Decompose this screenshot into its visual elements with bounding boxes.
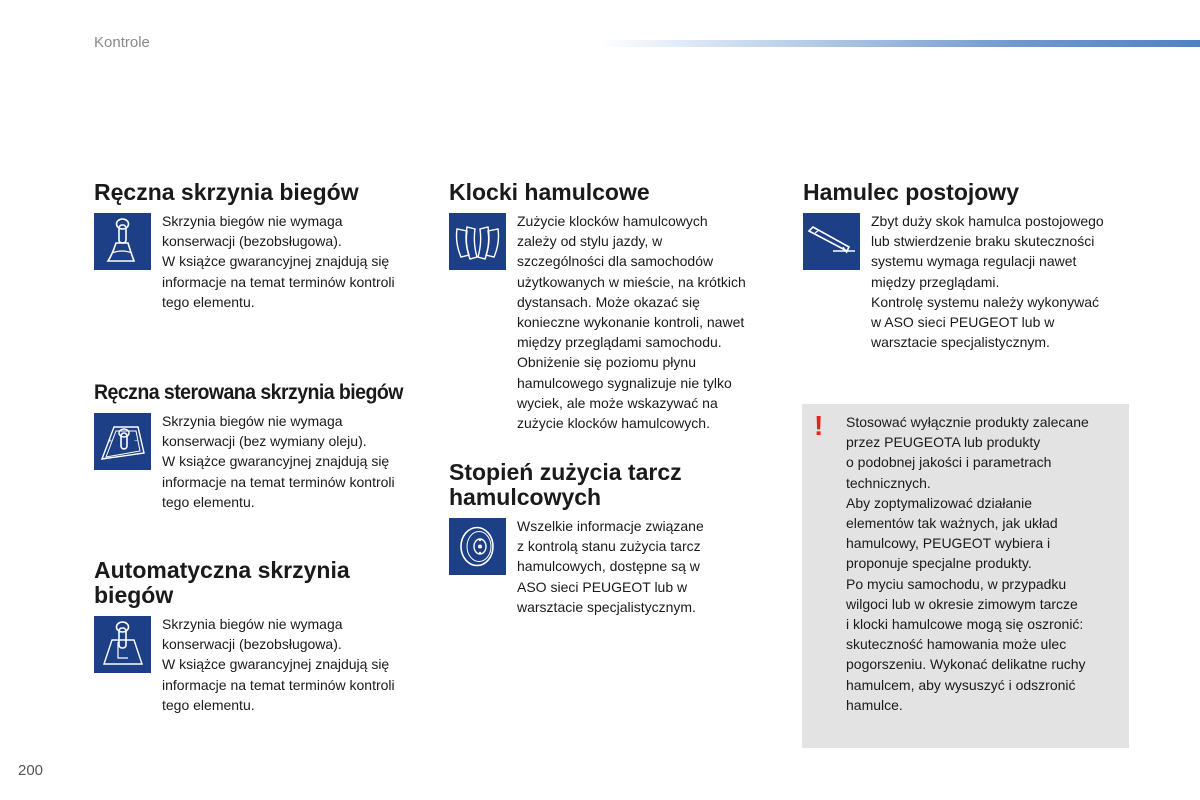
manual-gearbox-icon [94, 213, 151, 270]
title-line: Automatyczna skrzynia [94, 557, 350, 583]
body-line: konserwacji (bezobsługowa). [162, 233, 342, 250]
body-line: informacje na temat terminów kontroli [162, 473, 395, 490]
body-line: Wszelkie informacje związane [517, 518, 704, 534]
section-title [94, 558, 434, 608]
svg-text:−: − [134, 438, 139, 445]
body-line: warsztacie specjalistycznym. [517, 598, 696, 615]
title-line: Stopień zużycia tarcz [449, 459, 682, 485]
body-line: W książce gwarancyjnej znajdują się [162, 253, 390, 270]
section-brake-pads [449, 180, 789, 433]
body-line: konieczne wykonanie kontroli, nawet [517, 314, 745, 331]
body-line: konserwacji (bezobsługowa). [162, 636, 342, 653]
body-line: informacje na temat terminów kontroli [162, 676, 395, 693]
body-line: Zużycie klocków hamulcowych [517, 213, 708, 229]
section-body [871, 211, 1143, 352]
section-title [449, 460, 789, 510]
body-line: lub stwierdzenie braku skuteczności [871, 233, 1095, 250]
warning-box [802, 404, 1129, 748]
title-line: biegów [94, 582, 174, 608]
body-line: między przeglądami samochodu. [517, 334, 722, 351]
warning-line: i klocki hamulcowe mogą się oszronić: [846, 616, 1084, 633]
header-accent-bar [600, 40, 1200, 47]
section-manual-gearbox [94, 180, 434, 312]
exclamation-icon: ! [814, 410, 824, 441]
body-line: Kontrolę systemu należy wykonywać [871, 293, 1099, 310]
warning-line: skuteczność hamowania może ulec [846, 636, 1067, 653]
body-line: informacje na temat terminów kontroli [162, 273, 395, 290]
svg-text:+: + [108, 438, 113, 445]
warning-line: proponuje specjalne produkty. [846, 555, 1032, 572]
body-line: zależy od stylu jazdy, w [517, 233, 663, 250]
body-line: tego elementu. [162, 493, 255, 510]
warning-line: pogorszeniu. Wykonać delikatne ruchy [846, 656, 1086, 673]
warning-line: Aby zoptymalizować działanie [846, 494, 1032, 511]
electronic-gearbox-icon [94, 413, 151, 470]
section-title: Ręczna sterowana skrzynia biegów [94, 381, 403, 404]
body-line: w ASO sieci PEUGEOT lub w [871, 314, 1055, 331]
body-line: W książce gwarancyjnej znajdują się [162, 453, 390, 470]
body-line: dystansach. Może okazać się [517, 293, 700, 310]
body-line: zużycie klocków hamulcowych. [517, 415, 710, 432]
section-body [517, 211, 789, 433]
body-line: hamulcowych, dostępne są w [517, 558, 700, 575]
section-title: Klocki hamulcowe [449, 179, 650, 205]
section-automatic-gearbox [94, 558, 434, 715]
section-body [517, 516, 789, 617]
body-line: ASO sieci PEUGEOT lub w [517, 578, 688, 595]
warning-line: hamulcowy, PEUGEOT wybiera i [846, 535, 1051, 552]
body-line: Obniżenie się poziomu płynu [517, 354, 696, 371]
warning-line: Po myciu samochodu, w przypadku [846, 575, 1067, 592]
body-line: użytkowanych w mieście, na krótkich [517, 273, 746, 290]
warning-line: o podobnej jakości i parametrach [846, 454, 1052, 471]
parking-brake-icon [803, 213, 860, 270]
body-line: Skrzynia biegów nie wymaga [162, 616, 343, 632]
warning-line: technicznych. [846, 474, 931, 491]
warning-line: przez PEUGEOTA lub produkty [846, 434, 1041, 451]
body-line: systemu wymaga regulacji nawet [871, 253, 1077, 270]
body-line: hamulcowego sygnalizuje nie tylko [517, 374, 732, 391]
section-body [162, 411, 439, 512]
section-title: Ręczna skrzynia biegów [94, 179, 359, 205]
running-header: Kontrole [94, 34, 150, 51]
body-line: W książce gwarancyjnej znajdują się [162, 656, 390, 673]
body-line: z kontrolą stanu zużycia tarcz [517, 538, 701, 555]
section-title: Hamulec postojowy [803, 179, 1019, 205]
body-line: szczególności dla samochodów [517, 253, 714, 270]
warning-line: hamulcem, aby wysuszyć i odszronić [846, 676, 1076, 693]
title-line: hamulcowych [449, 484, 602, 510]
section-electronic-gearbox [94, 380, 439, 512]
section-brake-discs [449, 460, 789, 617]
warning-line: elementów tak ważnych, jak układ [846, 515, 1058, 532]
body-line: tego elementu. [162, 293, 255, 310]
automatic-gearbox-icon [94, 616, 151, 673]
brake-disc-icon [449, 518, 506, 575]
section-parking-brake [803, 180, 1143, 352]
body-line: konserwacji (bez wymiany oleju). [162, 433, 367, 450]
body-line: między przeglądami. [871, 273, 1000, 290]
warning-line: Stosować wyłącznie produkty zalecane [846, 414, 1089, 430]
body-line: warsztacie specjalistycznym. [871, 334, 1050, 351]
warning-line: wilgoci lub w okresie zimowym tarcze [846, 595, 1078, 612]
warning-text [846, 412, 1121, 715]
body-line: Skrzynia biegów nie wymaga [162, 413, 343, 429]
body-line: Skrzynia biegów nie wymaga [162, 213, 343, 229]
body-line: tego elementu. [162, 696, 255, 713]
page-number: 200 [18, 762, 44, 779]
brake-pads-icon [449, 213, 506, 270]
body-line: wyciek, ale może wskazywać na [517, 394, 718, 411]
warning-line: hamulce. [846, 696, 903, 713]
body-line: Zbyt duży skok hamulca postojowego [871, 213, 1104, 229]
section-body [162, 614, 434, 715]
section-body [162, 211, 434, 312]
